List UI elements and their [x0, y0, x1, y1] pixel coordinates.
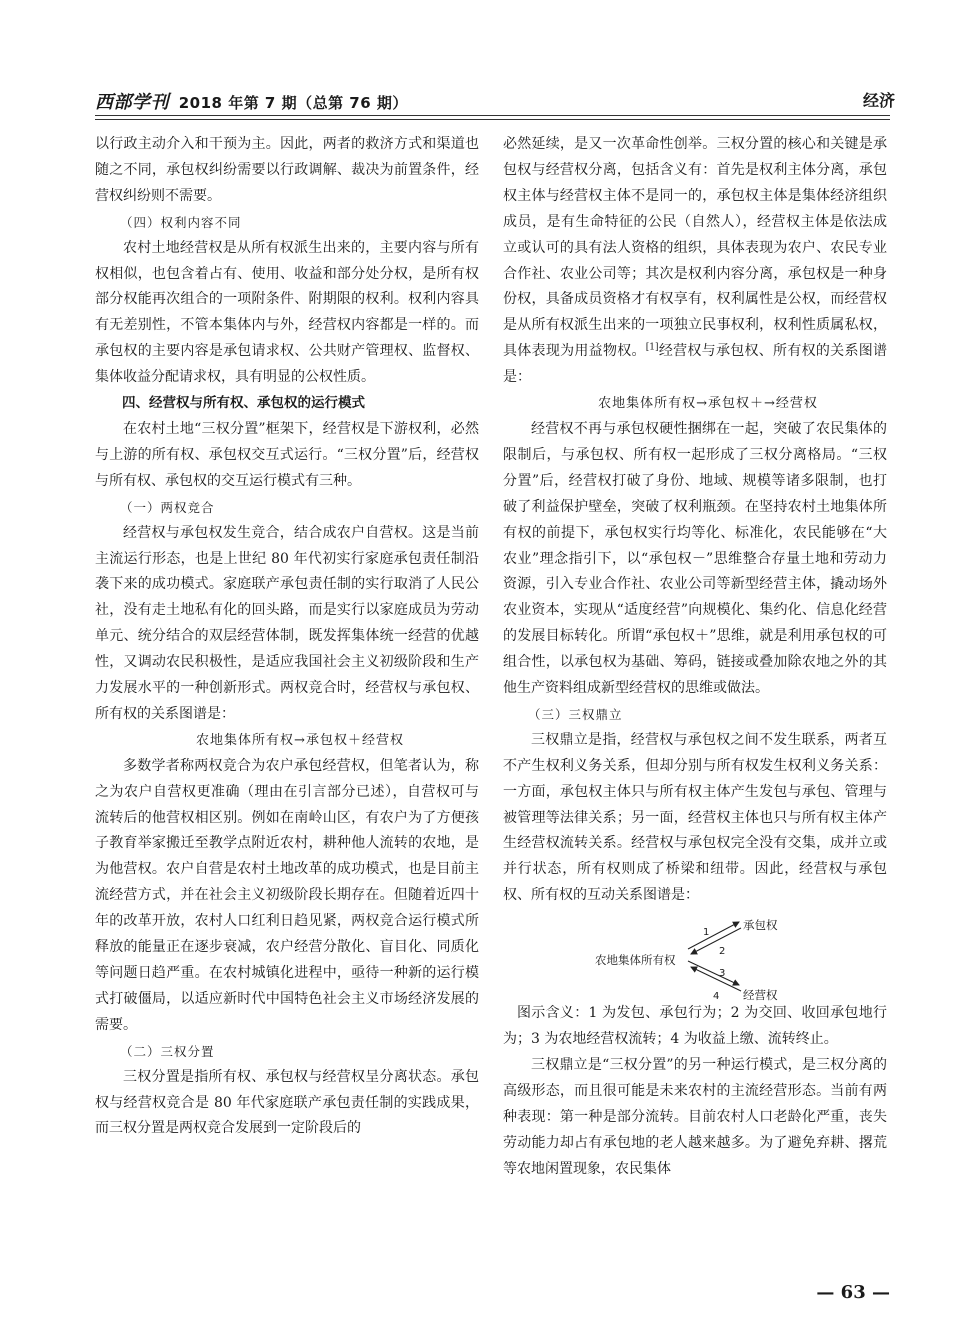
paragraph: 以行政主动介入和干预为主。因此，两者的救济方式和渠道也随之不同，承包权纠纷需要以行政调解、裁决为前置条件，经营权纠纷则不需要。: [95, 136, 479, 204]
owner-label: 农地集体所有权: [595, 953, 676, 968]
header-rule: [95, 115, 890, 116]
right-column: [503, 132, 887, 1183]
left-column: [95, 132, 479, 1142]
citation-ref: [1]: [645, 342, 659, 353]
diagram-number-4: 4: [713, 991, 720, 1003]
subsection-heading: （二）三权分置: [120, 1043, 215, 1059]
paragraph: [503, 132, 887, 391]
relation-diagram: [503, 909, 887, 1001]
diagram-number-3: 3: [719, 968, 726, 980]
page-number: — 63 —: [816, 1282, 890, 1303]
section-name: 经济: [862, 91, 895, 110]
paragraph: 多数学者称两权竞合为农户承包经营权，但笔者认为，称之为农户自营权更准确（理由在引言部分已述），自营权可与流转后的他营权相区别。例如在南岭山区，有农户为了方便孩子教育举家搬迁至教学点附近农村，耕种他人流转的农地，是为他营权。农户自营是农村土地改革的成功模式，也是目前主流经营方式，并在社会主义初级阶段长期存在。但随着近四十年的改革开放，农村人口红利日趋见紧，两权竞合运行模式所释放的能量正在逐步衰减，农户经营分散化、盲目化、同质化等问题日趋严重。在农村城镇化进程中，亟待一种新的运行模式打破僵局，以适应新时代中国特色社会主义市场经济发展的需要。: [95, 757, 479, 1033]
paragraph: 经营权与承包权发生竞合，结合成农户自营权。这是当前主流运行形态，也是上世纪 80 年代初实行家庭承包责任制沿袭下来的成功模式。家庭联产承包责任制的实行取消了人民公社，没有走土地私有化的回头路，而是实行以家庭成员为劳动单元、统分结合的双层经营体制，既发挥集体统一经营的优越性，又调动农民积极性，是适应我国社会主义初级阶段和生产力发展水平的一种创新形式。两权竞合时，经营权与承包权、所有权的关系图谱是：: [95, 524, 479, 722]
paragraph: 三权鼎立是“三权分置”的另一种运行模式，是三权分离的高级形态，而且很可能是未来农村的主流经营形态。当前有两种表现：第一种是部分流转。目前农村人口老龄化严重，丧失劳动能力却占有承包地的老人越来越多。为了避免弃耕、撂荒等农地闲置现象，农民集体: [503, 1057, 887, 1177]
paragraph: 农村土地经营权是从所有权派生出来的，主要内容与所有权相似，也包含着占有、使用、收益和部分处分权，是所有权部分权能再次组合的一项附条件、附期限的权利。权利内容具有无差别性，不管本集体内与外，经营权内容都是一样的。而承包权的主要内容是承包请求权、公共财产管理权、监督权、集体收益分配请求权，具有明显的公权性质。: [95, 239, 479, 386]
subsection-heading: （一）两权竞合: [120, 499, 215, 515]
relation-formula: 农地集体所有权→承包权＋→经营权: [598, 396, 818, 412]
paragraph: 在农村土地“三权分置”框架下，经营权是下游权利，必然与上游的所有权、承包权交互式运行。“三权分置”后，经营权与所有权、承包权的交互运行模式有三种。: [95, 420, 479, 489]
paragraph: 三权鼎立是指，经营权与承包权之间不发生联系，两者互不产生权利义务关系，但却分别与所有权发生权利义务关系：一方面，承包权主体只与所有权主体产生发包与承包、管理与被管理等法律关系；另一面，经营权主体也只与所有权主体产生经营权流转关系。经营权与承包权完全没有交集，成并立或并行状态，所有权则成了桥梁和纽带。因此，经营权与承包权、所有权的互动关系图谱是：: [503, 731, 887, 904]
page-header: [95, 86, 895, 112]
header-rule-thin: [95, 119, 890, 120]
journal-title: [95, 88, 408, 114]
relation-formula: 农地集体所有权→承包权＋经营权: [196, 732, 404, 748]
subsection-heading: （四）权利内容不同: [120, 214, 242, 230]
arrow-2: [691, 928, 741, 954]
subsection-heading: （三）三权鼎立: [528, 706, 623, 722]
diagram-number-1: 1: [703, 927, 710, 939]
section-heading: 四、经营权与所有权、承包权的运行模式: [122, 395, 365, 412]
diagram-caption: 图示含义：1 为发包、承包行为；2 为交回、收回承包地行为；3 为农地经营权流转；4 为收益上缴、流转终止。: [503, 1005, 887, 1048]
paragraph: 三权分置是指所有权、承包权与经营权呈分离状态。承包权与经营权竞合是 80 年代家庭联产承包责任制的实践成果，而三权分置是两权竞合发展到一定阶段后的: [95, 1068, 479, 1137]
paragraph-text: 经营权与承包权、所有权的关系图谱是：: [503, 343, 888, 386]
diagram-arrows: [503, 909, 887, 1001]
paragraph: 经营权不再与承包权硬性捆绑在一起，突破了农民集体的限制后，与承包权、所有权一起形成了三权分离格局。“三权分置”后，经营权打破了身份、地域、规模等诸多限制，也打破了利益保护壁垒，突破了权利瓶颈。在坚持农村土地集体所有权的前提下，承包权实行均等化、标准化，农民能够在“大农业”理念指引下，以“承包权－”思维整合存量土地和劳动力资源，引入专业合作社、农业公司等新型经营主体，撬动场外农业资本，实现从“适度经营”向规模化、集约化、信息化经营的发展目标转化。所谓“承包权＋”思维，就是利用承包权的可组合性，以承包权为基础、筹码，链接或叠加除农地之外的其他生产资料组成新型经营权的思维或做法。: [503, 420, 887, 697]
arrow-3: [688, 961, 739, 985]
operation-right-label: 经营权: [743, 988, 778, 1003]
paragraph-text: 必然延续，是又一次革命性创举。三权分置的核心和关键是承包权与经营权分离，包括含义有：首先是权利主体分离，承包权主体与经营权主体不是同一的，承包权主体是集体经济组织成员，是有生命特征的公民（自然人），经营权主体是依法成立或认可的具有法人资格的组织，具体表现为农户、农民专业合作社、农业公司等；其次是权利内容分离，承包权是一种身份权，具备成员资格才有权享有，权利属性是公权，而经营权是从所有权派生出来的一项独立民事权利，权利性质属私权，具体表现为用益物权。: [503, 136, 887, 360]
issue-info: 2018 年第 7 期（总第 76 期）: [178, 94, 408, 112]
arrow-1: [688, 922, 739, 949]
contract-right-label: 承包权: [743, 918, 778, 933]
journal-logo: 西部学刊: [95, 92, 169, 113]
diagram-number-2: 2: [719, 946, 726, 958]
